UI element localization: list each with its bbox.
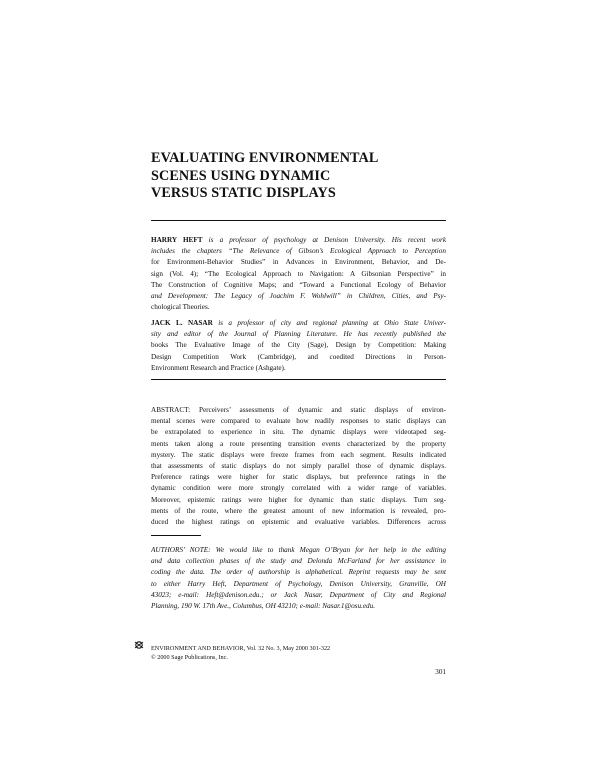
- bio-text: includes the chapters “The Relevance of Gibson’s Ecological Approach to Perception: [151, 247, 446, 256]
- article-title: [151, 150, 471, 203]
- journal-citation: [151, 645, 451, 662]
- abstract-line: Moreover, epistemic ratings were higher for dynamic than static displays. Turn seg-: [151, 495, 446, 504]
- note-line: and data collection phases of the study and Delonda McFarland for her assistance in: [151, 557, 446, 566]
- abstract-line: Preference ratings were higher for static displays, but preference ratings in the: [151, 473, 446, 482]
- bio-text: books The Evaluative Image of the City (Sage), Design by Competition: Making: [151, 341, 446, 350]
- abstract-line: mystery. The static displays were freeze frames from each segment. Results indicated: [151, 450, 446, 459]
- bio-text: is a professor of city and regional planning at Ohio State Univer-: [218, 319, 446, 327]
- note-line: AUTHORS’ NOTE: We would like to thank Megan O’Bryan for her help in the editing: [151, 546, 446, 554]
- note-line: 43023; e-mail: Heft@denison.edu.; or Jack Nasar, Department of City and Regional: [151, 590, 446, 599]
- title-line: VERSUS STATIC DISPLAYS: [151, 185, 336, 201]
- bio-text: Design Competition Work (Cambridge), and coedited Directions in Person-: [151, 352, 446, 361]
- abstract-line: dynamic condition were more strongly correlated with a wider range of variables.: [151, 484, 446, 493]
- copyright-line: © 2000 Sage Publications, Inc.: [151, 653, 228, 661]
- author-bio-nasar: [151, 318, 446, 374]
- publisher-logo-icon: [134, 640, 144, 650]
- bio-text: is a professor of psychology at Denison University. His recent work: [208, 236, 446, 244]
- abstract: [151, 405, 446, 528]
- citation-line: ENVIRONMENT AND BEHAVIOR, Vol. 32 No. 3, May 2000 301-322: [151, 645, 331, 652]
- note-line: to either Harry Heft, Department of Psychology, Denison University, Granville, OH: [151, 579, 446, 588]
- page-number: 301: [435, 668, 446, 676]
- abstract-line: mental scenes were compared to evaluate how readily responses to static displays can: [151, 417, 446, 426]
- bio-text: sign (Vol. 4); “The Ecological Approach to Navigation: A Gibsonian Perspective” in: [151, 269, 446, 278]
- divider-top: [151, 220, 446, 221]
- abstract-line: that assessments of static displays do not simply parallel those of dynamic displays.: [151, 461, 446, 470]
- note-line: coding the data. The order of authorship is alphabetical. Reprint requests may be sent: [151, 568, 446, 577]
- divider-middle: [151, 379, 446, 380]
- abstract-line: ments of the route, where the greatest amount of new information is revealed, pro-: [151, 506, 446, 515]
- author-name: HARRY HEFT: [151, 236, 203, 244]
- bio-text: and Development: The Legacy of Joachim F. Wohlwill” in Children, Cities, and Psy-: [151, 291, 446, 300]
- authors-note: [151, 545, 446, 612]
- bio-text: sity and editor of the Journal of Planning Literature. He has recently published the: [151, 330, 446, 339]
- author-bio-heft: [151, 235, 446, 313]
- abstract-line: ABSTRACT: Perceivers’ assessments of dynamic and static displays of environ-: [151, 406, 446, 414]
- bio-text: chological Theories.: [151, 303, 210, 312]
- title-line: EVALUATING ENVIRONMENTAL: [151, 150, 379, 166]
- bio-text: for Environment-Behavior Studies” in Advances in Environment, Behavior, and De-: [151, 258, 446, 267]
- abstract-line: duced the highest ratings on epistemic and evaluative variables. Differences across: [151, 517, 446, 526]
- title-line: SCENES USING DYNAMIC: [151, 167, 331, 184]
- abstract-line: be extrapolated to experience in situ. The dynamic displays were videotaped seg-: [151, 428, 446, 437]
- author-name: JACK L. NASAR: [151, 319, 213, 327]
- bio-text: Environment Research and Practice (Ashgate).: [151, 363, 286, 372]
- bio-text: The Construction of Cognitive Maps; and “Toward a Functional Ecology of Behavior: [151, 280, 446, 289]
- abstract-line: ments taken along a route presenting transition events characterized by the property: [151, 439, 446, 448]
- note-line: Planning, 190 W. 17th Ave., Columbus, OH 43210; e-mail: Nasar.1@osu.edu.: [151, 601, 376, 610]
- footnote-divider: [151, 535, 201, 536]
